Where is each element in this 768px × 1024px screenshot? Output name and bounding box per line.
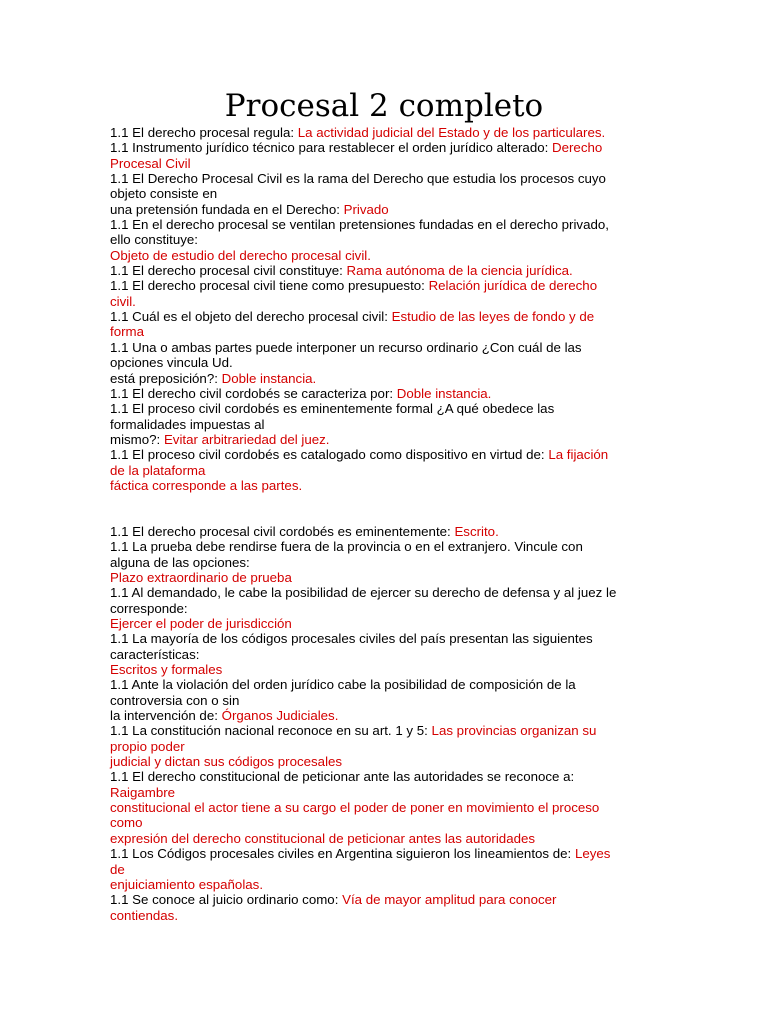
text-line — [110, 156, 658, 171]
text-line — [110, 908, 658, 923]
answer-text: Privado — [343, 201, 389, 217]
text-line — [110, 140, 658, 155]
question-text: corresponde: — [110, 600, 188, 616]
text-line — [110, 463, 658, 478]
question-text: 1.1 El derecho procesal regula: — [110, 125, 298, 140]
answer-text: enjuiciamiento españolas. — [110, 876, 264, 892]
question-text: 1.1 Instrumento jurídico técnico para restablecer el orden jurídico alterado: — [110, 140, 552, 156]
answer-text: constitucional el actor tiene a su cargo el poder de poner en movimiento el proceso — [110, 800, 600, 816]
text-line — [110, 647, 658, 662]
text-line — [110, 739, 658, 754]
answer-text: Vía de mayor amplitud para conocer — [342, 892, 557, 908]
text-line — [110, 555, 658, 570]
text-line — [110, 248, 658, 263]
text-line — [110, 171, 658, 186]
text-line — [110, 125, 658, 140]
question-text: la intervención de: — [110, 708, 222, 724]
question-text: 1.1 En el derecho procesal se ventilan pretensiones fundadas en el derecho privado, — [110, 217, 609, 233]
question-text: 1.1 La constitución nacional reconoce en su art. 1 y 5: — [110, 723, 432, 739]
blank-line — [110, 509, 658, 524]
text-line — [110, 401, 658, 416]
question-text: ello constituye: — [110, 232, 198, 248]
answer-text: Las provincias organizan su — [431, 723, 597, 739]
question-text: alguna de las opciones: — [110, 554, 250, 570]
answer-text: Evitar arbitrariedad del juez. — [163, 431, 330, 447]
text-line — [110, 616, 658, 631]
text-line — [110, 662, 658, 677]
text-line — [110, 263, 658, 278]
answer-text: Derecho — [552, 140, 603, 156]
answer-text: judicial y dictan sus códigos procesales — [110, 754, 343, 770]
answer-text: expresión del derecho constitucional de peticionar antes las autoridades — [110, 830, 536, 846]
answer-text: Procesal Civil — [110, 155, 191, 171]
question-text: 1.1 El proceso civil cordobés es catalogado como dispositivo en virtud de: — [110, 447, 549, 463]
text-line — [110, 708, 658, 723]
text-line — [110, 631, 658, 646]
text-line — [110, 309, 658, 324]
document-body — [110, 125, 658, 923]
text-line — [110, 417, 658, 432]
text-line — [110, 785, 658, 800]
question-text: mismo?: — [110, 431, 164, 447]
question-text: controversia con o sin — [110, 692, 240, 708]
answer-text: La actividad judicial del Estado y de los particulares. — [297, 125, 606, 140]
question-text: 1.1 Ante la violación del orden jurídico cabe la posibilidad de composición de la — [110, 677, 576, 693]
question-text: 1.1 El derecho civil cordobés se caracteriza por: — [110, 385, 397, 401]
question-text: 1.1 La prueba debe rendirse fuera de la provincia o en el extranjero. Vincule con — [110, 539, 583, 555]
question-text: 1.1 El derecho procesal civil cordobés es eminentemente: — [110, 523, 455, 539]
answer-text: Ejercer el poder de jurisdicción — [110, 616, 292, 631]
question-text: está preposición?: — [110, 370, 222, 386]
text-line — [110, 478, 658, 493]
text-line — [110, 202, 658, 217]
question-text: 1.1 Los Códigos procesales civiles en Argentina siguieron los lineamientos de: — [110, 846, 575, 862]
question-text: 1.1 Al demandado, le cabe la posibilidad de ejercer su derecho de defensa y al juez le — [110, 585, 617, 601]
text-line — [110, 186, 658, 201]
blank-line — [110, 493, 658, 508]
text-line — [110, 754, 658, 769]
text-line — [110, 862, 658, 877]
answer-text: Escritos y formales — [110, 662, 223, 678]
answer-text: propio poder — [110, 738, 185, 754]
answer-text: Estudio de las leyes de fondo y de — [391, 309, 595, 325]
answer-text: civil. — [110, 293, 136, 309]
question-text: 1.1 Se conoce al juicio ordinario como: — [110, 892, 343, 908]
text-line — [110, 539, 658, 554]
text-line — [110, 371, 658, 386]
text-line — [110, 723, 658, 738]
text-line — [110, 217, 658, 232]
answer-text: Leyes — [574, 846, 611, 862]
text-line — [110, 340, 658, 355]
answer-text: Plazo extraordinario de prueba — [110, 569, 292, 585]
answer-text: Doble instancia. — [221, 370, 317, 386]
question-text: características: — [110, 646, 200, 662]
question-text: una pretensión fundada en el Derecho: — [110, 201, 344, 217]
answer-text: Doble instancia. — [396, 385, 492, 401]
text-line — [110, 585, 658, 600]
text-line — [110, 800, 658, 815]
text-line — [110, 386, 658, 401]
answer-text: contiendas. — [110, 907, 179, 923]
answer-text: Objeto de estudio del derecho procesal civil. — [110, 247, 371, 263]
text-line — [110, 324, 658, 339]
question-text: 1.1 La mayoría de los códigos procesales civiles del país presentan las siguientes — [110, 631, 593, 647]
answer-text: como — [110, 815, 143, 831]
text-line — [110, 570, 658, 585]
question-text: 1.1 El derecho constitucional de peticionar ante las autoridades se reconoce a: — [110, 769, 575, 785]
text-line — [110, 601, 658, 616]
question-text: opciones vincula Ud. — [110, 355, 233, 371]
answer-text: Escrito. — [454, 523, 499, 539]
text-line — [110, 294, 658, 309]
question-text: formalidades impuestas al — [110, 416, 265, 432]
text-line — [110, 693, 658, 708]
question-text: 1.1 El proceso civil cordobés es eminentemente formal ¿A qué obedece las — [110, 401, 555, 417]
text-line — [110, 278, 658, 293]
text-line — [110, 355, 658, 370]
text-line — [110, 677, 658, 692]
text-line — [110, 524, 658, 539]
question-text: 1.1 Cuál es el objeto del derecho procesal civil: — [110, 309, 392, 325]
answer-text: Órganos Judiciales. — [221, 708, 339, 724]
text-line — [110, 232, 658, 247]
text-line — [110, 877, 658, 892]
question-text: 1.1 El derecho procesal civil constituye: — [110, 263, 347, 279]
question-text: objeto consiste en — [110, 186, 218, 202]
question-text: 1.1 El Derecho Procesal Civil es la rama del Derecho que estudia los procesos cuyo — [110, 171, 606, 187]
answer-text: Rama autónoma de la ciencia jurídica. — [346, 263, 573, 279]
answer-text: forma — [110, 324, 144, 340]
answer-text: Relación jurídica de derecho — [428, 278, 598, 294]
question-text: 1.1 Una o ambas partes puede interponer un recurso ordinario ¿Con cuál de las — [110, 339, 582, 355]
answer-text: de — [110, 861, 125, 877]
answer-text: La fijación — [548, 447, 609, 463]
answer-text: fáctica corresponde a las partes. — [110, 477, 303, 493]
answer-text: Raigambre — [110, 784, 176, 800]
text-line — [110, 831, 658, 846]
text-line — [110, 846, 658, 861]
text-line — [110, 432, 658, 447]
text-line — [110, 447, 658, 462]
text-line — [110, 815, 658, 830]
question-text: 1.1 El derecho procesal civil tiene como presupuesto: — [110, 278, 429, 294]
text-line — [110, 892, 658, 907]
page-title: Procesal 2 completo — [224, 88, 544, 124]
answer-text: de la plataforma — [110, 462, 206, 478]
text-line — [110, 769, 658, 784]
